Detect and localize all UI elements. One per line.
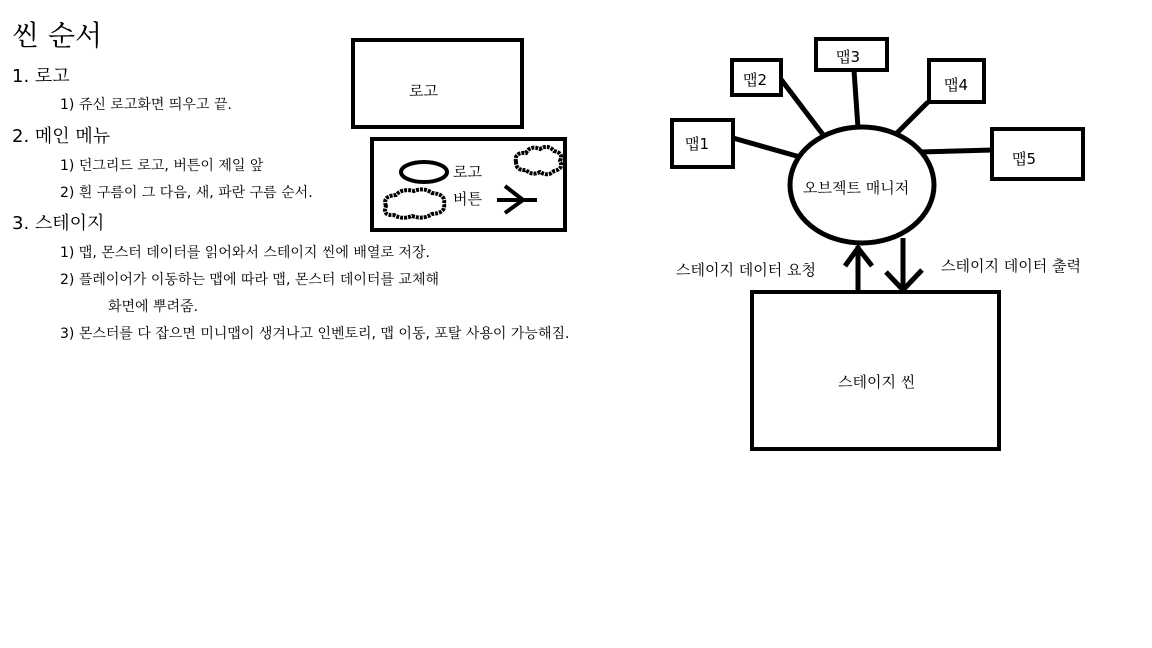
object-manager-label: 오브젝트 매니저 [803, 179, 910, 197]
stage-item-3: 3) 몬스터를 다 잡으면 미니맵이 생겨나고 인벤토리, 맵 이동, 포탈 사용이 가능해짐. [60, 326, 570, 342]
output-label: 스테이지 데이터 출력 [941, 257, 1081, 275]
menu-button-label: 버튼 [453, 190, 482, 208]
map5-label: 맵5 [1012, 150, 1037, 168]
menu-logo-label: 로고 [453, 163, 482, 181]
page-title: 씬 순서 [12, 19, 103, 52]
main-menu-item-1: 1) 던그리드 로고, 버튼이 제일 앞 [60, 158, 264, 174]
blue-cloud-shape [385, 189, 444, 217]
map2-connector [780, 78, 824, 136]
map1-connector [733, 138, 800, 157]
stage-item-2: 2) 플레이어가 이동하는 맵에 따라 맵, 몬스터 데이터를 교체해 [60, 272, 439, 288]
stage-scene-box [750, 290, 1001, 451]
section-heading-main-menu: 2. 메인 메뉴 [12, 126, 111, 147]
section-heading-stage: 3. 스테이지 [12, 213, 105, 234]
section-heading-logo: 1. 로고 [12, 66, 70, 87]
map3-connector [854, 70, 858, 128]
white-cloud-shape [516, 147, 561, 174]
stage-item-2-continued: 화면에 뿌려줌. [108, 299, 199, 315]
main-menu-item-2: 2) 흰 구름이 그 다음, 새, 파란 구름 순서. [60, 185, 313, 201]
map4-box [927, 58, 986, 104]
map5-box [990, 127, 1085, 181]
logo-ellipse-shape [401, 162, 447, 182]
stage-item-1: 1) 맵, 몬스터 데이터를 읽어와서 스테이지 씬에 배열로 저장. [60, 245, 430, 261]
map1-box [670, 118, 735, 169]
map3-box [814, 37, 889, 72]
map2-label: 맵2 [743, 71, 768, 89]
map4-connector [896, 102, 928, 134]
map5-connector [920, 150, 993, 152]
stage-scene-label: 스테이지 씬 [838, 373, 916, 391]
map4-label: 맵4 [944, 76, 969, 94]
map1-label: 맵1 [685, 135, 710, 153]
logo-screen-label: 로고 [409, 82, 438, 100]
map2-box [730, 58, 783, 97]
request-label: 스테이지 데이터 요청 [676, 261, 816, 279]
map3-label: 맵3 [836, 48, 861, 66]
logo-item-1: 1) 쥬신 로고화면 띄우고 끝. [60, 97, 232, 113]
